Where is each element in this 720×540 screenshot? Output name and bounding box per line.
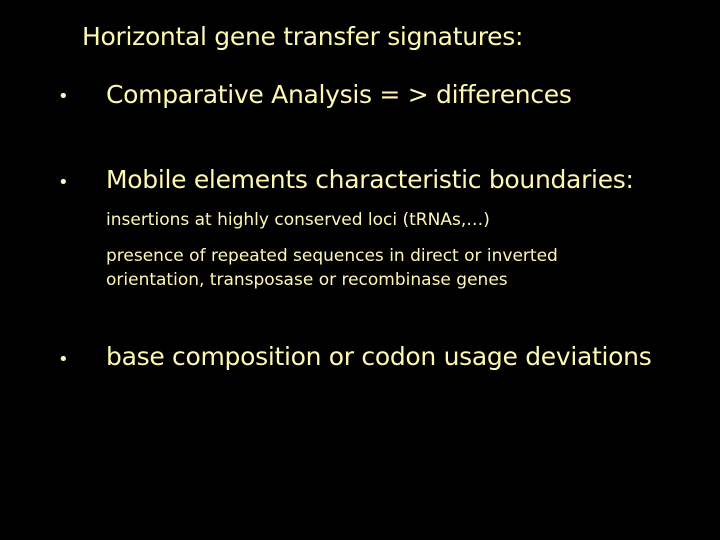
sub-item-line: presence of repeated sequences in direct or inverted [106, 246, 558, 266]
bullet-base-composition: base composition or codon usage deviations [106, 342, 652, 371]
sub-item-repeated-sequences [106, 244, 558, 292]
sub-item-line: insertions at highly conserved loci (tRNAs,…) [106, 210, 490, 230]
bullet-marker-3: • [58, 349, 69, 370]
bullet-comparative-analysis: Comparative Analysis = > differences [106, 80, 572, 109]
bullet-marker-2: • [58, 172, 69, 193]
bullet-marker-1: • [58, 86, 69, 107]
bullet-mobile-elements: Mobile elements characteristic boundaries: [106, 165, 634, 194]
slide-title: Horizontal gene transfer signatures: [82, 22, 524, 51]
sub-item-line: orientation, transposase or recombinase genes [106, 270, 508, 290]
sub-item-insertions [106, 208, 490, 232]
